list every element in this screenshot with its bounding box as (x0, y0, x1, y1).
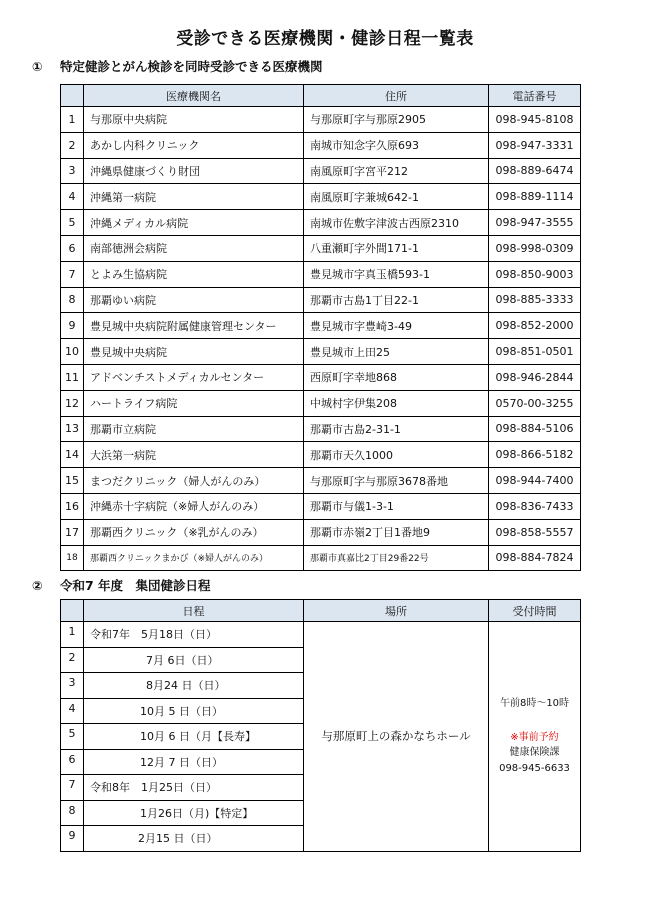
institution-tel: 098-852-2000 (489, 313, 581, 339)
schedule-date: 1月26日（月)【特定】 (84, 800, 304, 826)
institution-tel: 098-884-5106 (489, 416, 581, 442)
schedule-date: 2月15 日（日） (84, 826, 304, 852)
institution-address: 那覇市天久1000 (304, 442, 489, 468)
schedule-date: 8月24 日（日） (84, 673, 304, 699)
institution-name: 那覇市立病院 (84, 416, 304, 442)
institution-name: 南部徳洲会病院 (84, 235, 304, 261)
table2-header-date: 日程 (84, 600, 304, 622)
section1-number: ① (32, 59, 43, 74)
table1-row (61, 339, 581, 365)
row-number: 5 (61, 210, 84, 236)
table1-row (61, 210, 581, 236)
row-number: 4 (61, 184, 84, 210)
schedule-number: 2 (61, 647, 84, 673)
table2-header-row (61, 600, 581, 622)
page-title: 受診できる医療機関・健診日程一覧表 (176, 29, 474, 49)
institution-tel: 098-850-9003 (489, 261, 581, 287)
row-number: 6 (61, 235, 84, 261)
institution-address: 西原町字幸地868 (304, 364, 489, 390)
table1-header-tel: 電話番号 (489, 85, 581, 107)
table1-row (61, 184, 581, 210)
institution-address: 那覇市古島1丁目22-1 (304, 287, 489, 313)
row-number: 1 (61, 107, 84, 133)
institution-name: 沖縄赤十字病院（※婦人がんのみ） (84, 493, 304, 519)
table1-row (61, 261, 581, 287)
schedule-number: 9 (61, 826, 84, 852)
institution-tel: 098-851-0501 (489, 339, 581, 365)
institution-address: 那覇市与儀1-3-1 (304, 493, 489, 519)
row-number: 12 (61, 390, 84, 416)
institution-address: 豊見城市上田25 (304, 339, 489, 365)
table1-row (61, 364, 581, 390)
institution-address: 八重瀬町字外間171-1 (304, 235, 489, 261)
table1-row (61, 442, 581, 468)
institution-address: 豊見城市字豊崎3-49 (304, 313, 489, 339)
schedule-date: 12月 7 日（日） (84, 749, 304, 775)
institution-name: あかし内科クリニック (84, 132, 304, 158)
row-number: 8 (61, 287, 84, 313)
institution-name: まつだクリニック（婦人がんのみ） (84, 468, 304, 494)
institution-address: 南風原町字宮平212 (304, 158, 489, 184)
table1-row (61, 287, 581, 313)
medical-institutions-table (60, 84, 581, 571)
institution-tel: 098-889-1114 (489, 184, 581, 210)
institution-address: 豊見城市字真玉橋593-1 (304, 261, 489, 287)
group-checkup-schedule-table (60, 599, 581, 852)
table1-header-address: 住所 (304, 85, 489, 107)
institution-tel: 098-946-2844 (489, 364, 581, 390)
section1-title: 特定健診とがん検診を同時受診できる医療機関 (60, 59, 323, 74)
institution-tel: 098-858-5557 (489, 519, 581, 545)
institution-tel: 098-947-3331 (489, 132, 581, 158)
row-number: 11 (61, 364, 84, 390)
institution-tel: 098-945-8108 (489, 107, 581, 133)
institution-address: 南城市知念字久原693 (304, 132, 489, 158)
institution-tel: 098-836-7433 (489, 493, 581, 519)
institution-address: 与那原町字与那原3678番地 (304, 468, 489, 494)
schedule-number: 8 (61, 800, 84, 826)
institution-name: 与那原中央病院 (84, 107, 304, 133)
institution-name: 那覇西クリニックまかび（※婦人がんのみ） (84, 545, 304, 571)
row-number: 7 (61, 261, 84, 287)
schedule-date: 令和7年 5月18日（日） (84, 622, 304, 648)
schedule-number: 5 (61, 724, 84, 750)
table2-header-no (61, 600, 84, 622)
schedule-number: 4 (61, 698, 84, 724)
institution-tel: 0570-00-3255 (489, 390, 581, 416)
table1-header-no (61, 85, 84, 107)
table1-row (61, 132, 581, 158)
table1-row (61, 416, 581, 442)
institution-name: 大浜第一病院 (84, 442, 304, 468)
reception-info (489, 622, 581, 852)
institution-tel: 098-944-7400 (489, 468, 581, 494)
institution-address: 那覇市古島2-31-1 (304, 416, 489, 442)
institution-name: 那覇ゆい病院 (84, 287, 304, 313)
table1-header-name: 医療機関名 (84, 85, 304, 107)
reservation-note: ※事前予約 (510, 731, 559, 743)
institution-address: 南城市佐敷字津波古西原2310 (304, 210, 489, 236)
reception-time: 午前8時～10時 (499, 698, 570, 710)
row-number: 14 (61, 442, 84, 468)
table2-header-reception: 受付時間 (489, 600, 581, 622)
section2-number: ② (32, 578, 43, 593)
schedule-date: 10月 6 日（月【長寿】 (84, 724, 304, 750)
table1-row (61, 313, 581, 339)
table1-row (61, 235, 581, 261)
table1-row (61, 390, 581, 416)
institution-tel: 098-885-3333 (489, 287, 581, 313)
row-number: 17 (61, 519, 84, 545)
table1-row (61, 545, 581, 571)
section2-title: 令和7 年度 集団健診日程 (60, 578, 211, 593)
checkup-place: 与那原町上の森かなちホール (304, 622, 489, 852)
institution-tel: 098-889-6474 (489, 158, 581, 184)
table1-row (61, 468, 581, 494)
institution-address: 与那原町字与那原2905 (304, 107, 489, 133)
schedule-number: 7 (61, 775, 84, 801)
department-name: 健康保険課 (509, 747, 560, 759)
institution-name: 那覇西クリニック（※乳がんのみ） (84, 519, 304, 545)
row-number: 10 (61, 339, 84, 365)
table1-header-row (61, 85, 581, 107)
table1-row (61, 493, 581, 519)
institution-tel: 098-998-0309 (489, 235, 581, 261)
row-number: 15 (61, 468, 84, 494)
schedule-date: 令和8年 1月25日（日） (84, 775, 304, 801)
row-number: 9 (61, 313, 84, 339)
institution-name: 沖縄県健康づくり財団 (84, 158, 304, 184)
table1-row (61, 519, 581, 545)
institution-name: ハートライフ病院 (84, 390, 304, 416)
row-number: 3 (61, 158, 84, 184)
schedule-number: 6 (61, 749, 84, 775)
institution-name: 豊見城中央病院 (84, 339, 304, 365)
institution-name: 沖縄メディカル病院 (84, 210, 304, 236)
institution-tel: 098-884-7824 (489, 545, 581, 571)
schedule-number: 3 (61, 673, 84, 699)
institution-address: 那覇市真嘉比2丁目29番22号 (304, 545, 489, 571)
institution-name: とよみ生協病院 (84, 261, 304, 287)
row-number: 13 (61, 416, 84, 442)
institution-tel: 098-947-3555 (489, 210, 581, 236)
institution-name: アドベンチストメディカルセンター (84, 364, 304, 390)
institution-name: 豊見城中央病院附属健康管理センター (84, 313, 304, 339)
institution-address: 中城村字伊集208 (304, 390, 489, 416)
row-number: 18 (61, 545, 84, 571)
institution-tel: 098-866-5182 (489, 442, 581, 468)
table1-row (61, 158, 581, 184)
section2-heading (32, 576, 211, 594)
schedule-date: 7月 6日（日） (84, 647, 304, 673)
institution-name: 沖縄第一病院 (84, 184, 304, 210)
department-tel: 098-945-6633 (499, 762, 570, 774)
row-number: 2 (61, 132, 84, 158)
schedule-number: 1 (61, 622, 84, 648)
table1-row (61, 107, 581, 133)
section1-heading (32, 57, 323, 75)
institution-address: 那覇市赤嶺2丁目1番地9 (304, 519, 489, 545)
table2-row (61, 622, 581, 648)
table2-header-place: 場所 (304, 600, 489, 622)
schedule-date: 10月 5 日（日） (84, 698, 304, 724)
institution-address: 南風原町字兼城642-1 (304, 184, 489, 210)
row-number: 16 (61, 493, 84, 519)
